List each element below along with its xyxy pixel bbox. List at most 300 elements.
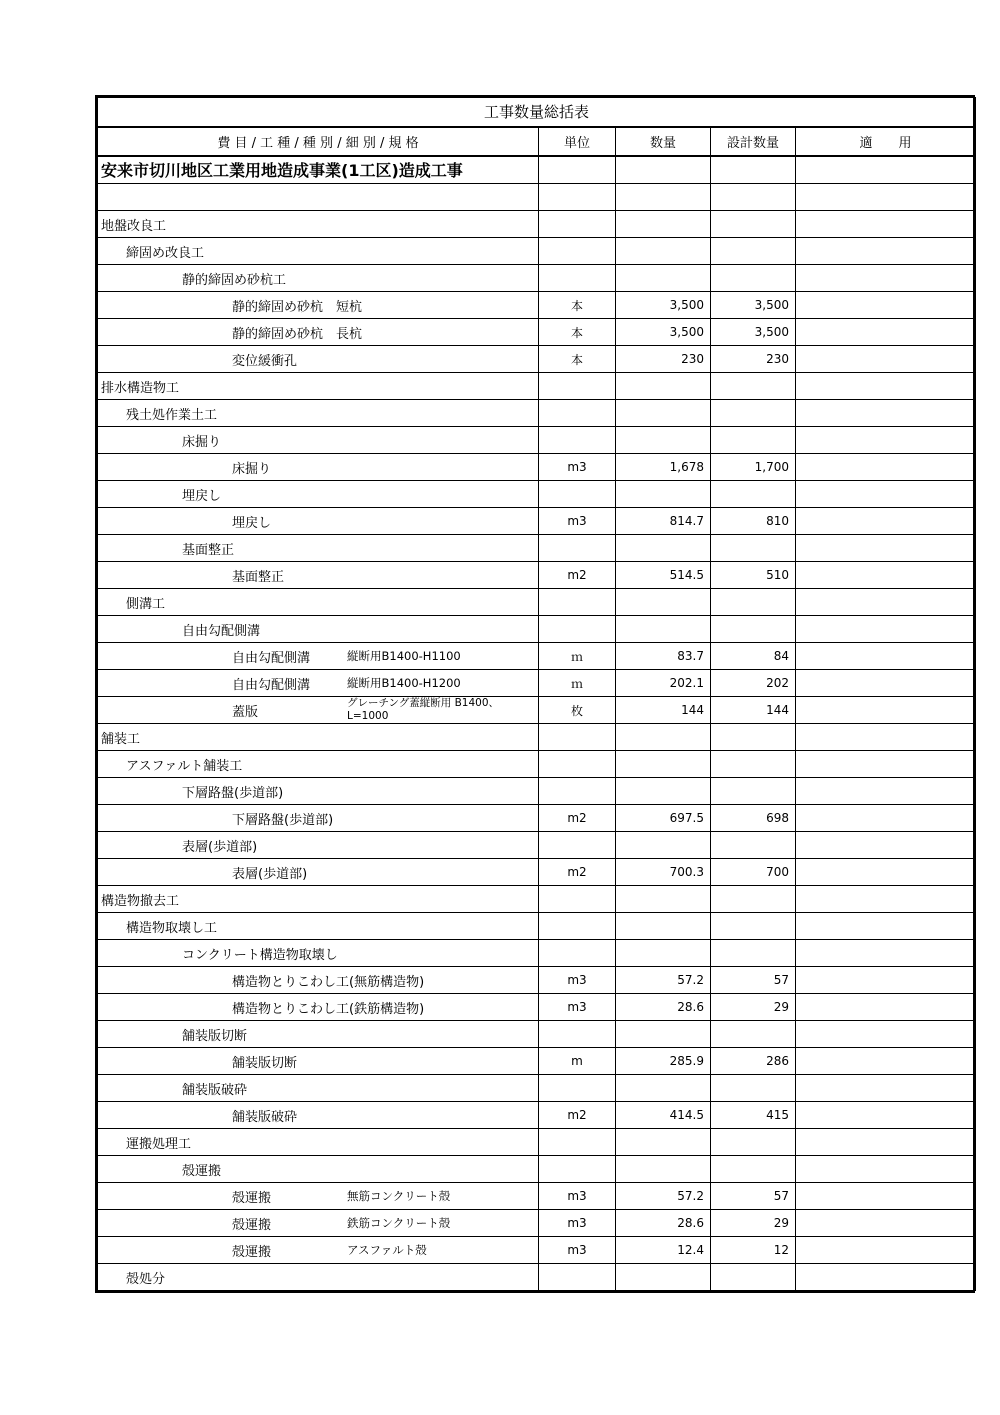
- item-name-cell: [98, 994, 539, 1021]
- table-row: [98, 400, 976, 427]
- quantity-cell: 28.6: [616, 994, 711, 1021]
- item-name-cell: [98, 778, 539, 805]
- design-quantity-cell: [711, 1129, 796, 1156]
- item-name-cell: [98, 940, 539, 967]
- design-quantity-cell: [711, 238, 796, 265]
- project-remarks: [796, 156, 976, 184]
- quantity-cell: [616, 589, 711, 616]
- unit-cell: [539, 265, 616, 292]
- unit-cell: [539, 724, 616, 751]
- quantity-cell: 700.3: [616, 859, 711, 886]
- item-name: コンクリート構造物取壊し: [182, 947, 338, 963]
- item-name: 基面整正: [182, 542, 235, 558]
- item-name: 舗装版切断: [232, 1055, 298, 1071]
- design-quantity-cell: [711, 535, 796, 562]
- item-name-cell: [98, 751, 539, 778]
- item-name-cell: [98, 508, 539, 535]
- table-row: [98, 508, 976, 535]
- item-name: アスファルト舗装工: [126, 758, 243, 774]
- quantity-cell: [616, 724, 711, 751]
- item-name: 蓋版: [232, 704, 259, 720]
- design-quantity-cell: [711, 616, 796, 643]
- table-row: [98, 1048, 976, 1075]
- remarks-cell: [796, 319, 976, 346]
- remarks-cell: [796, 562, 976, 589]
- quantity-cell: [616, 265, 711, 292]
- design-quantity-cell: [711, 1075, 796, 1102]
- design-quantity-cell: 415: [711, 1102, 796, 1129]
- item-name: 構造物取壊し工: [126, 920, 218, 936]
- item-name-cell: [98, 1156, 539, 1183]
- table-row: [98, 778, 976, 805]
- item-name-cell: [98, 535, 539, 562]
- design-quantity-cell: [711, 589, 796, 616]
- design-quantity-cell: [711, 886, 796, 913]
- unit-cell: [539, 1021, 616, 1048]
- quantity-cell: 514.5: [616, 562, 711, 589]
- item-name-cell: [98, 1102, 539, 1129]
- item-name-cell: [98, 400, 539, 427]
- design-quantity-cell: [711, 751, 796, 778]
- item-name-cell: [98, 805, 539, 832]
- unit-cell: 本: [539, 292, 616, 319]
- remarks-cell: [796, 643, 976, 670]
- unit-cell: ｍ: [539, 643, 616, 670]
- quantity-summary-sheet: [95, 95, 975, 1293]
- design-quantity-cell: [711, 724, 796, 751]
- item-name-cell: [98, 562, 539, 589]
- item-name-cell: [98, 589, 539, 616]
- table-row: [98, 535, 976, 562]
- table-row: [98, 1210, 976, 1237]
- remarks-cell: [796, 940, 976, 967]
- unit-cell: [539, 238, 616, 265]
- item-name: 床掘り: [182, 434, 222, 450]
- remarks-cell: [796, 481, 976, 508]
- remarks-cell: [796, 1156, 976, 1183]
- unit-cell: [539, 535, 616, 562]
- item-name: 自由勾配側溝: [232, 650, 311, 666]
- item-name: 表層(歩道部): [182, 839, 258, 855]
- table-row: [98, 994, 976, 1021]
- item-name: 静的締固め砂杭 長杭: [232, 326, 363, 342]
- project-unit: [539, 156, 616, 184]
- quantity-cell: [616, 913, 711, 940]
- quantity-cell: 3,500: [616, 319, 711, 346]
- quantity-cell: [616, 751, 711, 778]
- unit-cell: [539, 886, 616, 913]
- remarks-cell: [796, 1075, 976, 1102]
- item-name-cell: [98, 265, 539, 292]
- design-quantity-cell: 202: [711, 670, 796, 697]
- quantity-cell: [616, 400, 711, 427]
- item-name: 自由勾配側溝: [232, 677, 311, 693]
- item-name: 殻運搬: [232, 1217, 272, 1233]
- remarks-cell: [796, 211, 976, 238]
- remarks-cell: [796, 886, 976, 913]
- item-name-cell: [98, 184, 539, 211]
- item-name-cell: [98, 913, 539, 940]
- design-quantity-cell: 3,500: [711, 319, 796, 346]
- item-name-cell: [98, 670, 539, 697]
- design-quantity-cell: 12: [711, 1237, 796, 1264]
- design-quantity-cell: 810: [711, 508, 796, 535]
- item-name-cell: [98, 724, 539, 751]
- unit-cell: [539, 481, 616, 508]
- unit-cell: [539, 589, 616, 616]
- table-row: [98, 670, 976, 697]
- design-quantity-cell: [711, 940, 796, 967]
- item-name: 舗装版破砕: [232, 1109, 298, 1125]
- table-row: [98, 1156, 976, 1183]
- unit-cell: m2: [539, 805, 616, 832]
- quantity-cell: 144: [616, 697, 711, 724]
- remarks-cell: [796, 994, 976, 1021]
- remarks-cell: [796, 535, 976, 562]
- table-row: [98, 805, 976, 832]
- item-name: 静的締固め砂杭 短杭: [232, 299, 363, 315]
- unit-cell: [539, 913, 616, 940]
- quantity-cell: [616, 1021, 711, 1048]
- table-row: [98, 481, 976, 508]
- table-row: [98, 886, 976, 913]
- remarks-cell: [796, 724, 976, 751]
- design-quantity-cell: [711, 427, 796, 454]
- unit-cell: [539, 211, 616, 238]
- design-quantity-cell: 29: [711, 994, 796, 1021]
- table-row: [98, 589, 976, 616]
- design-quantity-cell: [711, 400, 796, 427]
- quantity-cell: 83.7: [616, 643, 711, 670]
- unit-cell: m2: [539, 859, 616, 886]
- item-name-cell: [98, 1021, 539, 1048]
- item-name-cell: [98, 1183, 539, 1210]
- quantity-cell: [616, 616, 711, 643]
- unit-cell: m3: [539, 1237, 616, 1264]
- quantity-cell: [616, 886, 711, 913]
- header-row: [98, 127, 976, 156]
- item-name: 構造物とりこわし工(鉄筋構造物): [232, 1001, 425, 1017]
- unit-cell: [539, 400, 616, 427]
- design-quantity-cell: 57: [711, 967, 796, 994]
- item-name-cell: [98, 1210, 539, 1237]
- item-name-cell: [98, 967, 539, 994]
- table-row: [98, 697, 976, 724]
- item-name-cell: [98, 697, 539, 724]
- remarks-cell: [796, 1210, 976, 1237]
- unit-cell: [539, 832, 616, 859]
- unit-cell: 枚: [539, 697, 616, 724]
- design-quantity-cell: 286: [711, 1048, 796, 1075]
- quantity-cell: [616, 481, 711, 508]
- quantity-cell: [616, 427, 711, 454]
- quantity-cell: 697.5: [616, 805, 711, 832]
- header-quantity: 数量: [616, 127, 711, 156]
- remarks-cell: [796, 1237, 976, 1264]
- table-row: [98, 211, 976, 238]
- item-name: 運搬処理工: [126, 1136, 192, 1152]
- table-row: [98, 454, 976, 481]
- item-name-cell: [98, 643, 539, 670]
- remarks-cell: [796, 670, 976, 697]
- design-quantity-cell: [711, 184, 796, 211]
- table-row: [98, 1021, 976, 1048]
- unit-cell: [539, 1075, 616, 1102]
- remarks-cell: [796, 589, 976, 616]
- design-quantity-cell: [711, 1156, 796, 1183]
- header-design-quantity: 設計数量: [711, 127, 796, 156]
- item-name: 地盤改良工: [101, 218, 167, 234]
- quantity-cell: 285.9: [616, 1048, 711, 1075]
- item-name-cell: [98, 616, 539, 643]
- design-quantity-cell: [711, 1264, 796, 1291]
- project-name: 安来市切川地区工業用地造成事業(1工区)造成工事: [98, 156, 539, 184]
- item-name: 側溝工: [126, 596, 166, 612]
- item-name: 自由勾配側溝: [182, 623, 261, 639]
- project-design: [711, 156, 796, 184]
- item-name: 殻運搬: [232, 1190, 272, 1206]
- unit-cell: [539, 751, 616, 778]
- table-row: [98, 184, 976, 211]
- item-spec: グレーチング蓋縦断用 B1400、L=1000: [347, 697, 500, 722]
- remarks-cell: [796, 805, 976, 832]
- quantity-cell: 57.2: [616, 1183, 711, 1210]
- item-name: 床掘り: [232, 461, 272, 477]
- design-quantity-cell: [711, 913, 796, 940]
- quantity-cell: [616, 778, 711, 805]
- table-row: [98, 940, 976, 967]
- item-name-cell: [98, 373, 539, 400]
- table-row: [98, 292, 976, 319]
- title-row: [98, 98, 976, 127]
- quantity-cell: 414.5: [616, 1102, 711, 1129]
- table-row: [98, 1264, 976, 1291]
- unit-cell: m: [539, 1048, 616, 1075]
- item-name: 下層路盤(歩道部): [182, 785, 284, 801]
- item-name-cell: [98, 1237, 539, 1264]
- design-quantity-cell: 29: [711, 1210, 796, 1237]
- table-row: [98, 1237, 976, 1264]
- design-quantity-cell: 230: [711, 346, 796, 373]
- remarks-cell: [796, 1183, 976, 1210]
- design-quantity-cell: 700: [711, 859, 796, 886]
- table-row: [98, 913, 976, 940]
- item-name-cell: [98, 886, 539, 913]
- item-name-cell: [98, 211, 539, 238]
- table-row: [98, 616, 976, 643]
- quantity-cell: [616, 238, 711, 265]
- item-spec: 縦断用B1400-H1100: [347, 649, 461, 663]
- unit-cell: [539, 427, 616, 454]
- table-row: [98, 859, 976, 886]
- quantity-cell: 12.4: [616, 1237, 711, 1264]
- design-quantity-cell: 1,700: [711, 454, 796, 481]
- unit-cell: m3: [539, 994, 616, 1021]
- remarks-cell: [796, 1102, 976, 1129]
- unit-cell: [539, 1264, 616, 1291]
- item-name: 殻運搬: [182, 1163, 222, 1179]
- remarks-cell: [796, 265, 976, 292]
- remarks-cell: [796, 1048, 976, 1075]
- item-name-cell: [98, 292, 539, 319]
- quantity-cell: 28.6: [616, 1210, 711, 1237]
- unit-cell: m2: [539, 1102, 616, 1129]
- item-name-cell: [98, 319, 539, 346]
- remarks-cell: [796, 1129, 976, 1156]
- remarks-cell: [796, 1264, 976, 1291]
- unit-cell: m3: [539, 967, 616, 994]
- quantity-cell: 814.7: [616, 508, 711, 535]
- remarks-cell: [796, 427, 976, 454]
- quantity-cell: 202.1: [616, 670, 711, 697]
- design-quantity-cell: 3,500: [711, 292, 796, 319]
- design-quantity-cell: 57: [711, 1183, 796, 1210]
- design-quantity-cell: 144: [711, 697, 796, 724]
- design-quantity-cell: [711, 211, 796, 238]
- item-name: 締固め改良工: [126, 245, 205, 261]
- quantity-cell: [616, 535, 711, 562]
- design-quantity-cell: 698: [711, 805, 796, 832]
- item-name-cell: [98, 1048, 539, 1075]
- remarks-cell: [796, 400, 976, 427]
- quantity-cell: 1,678: [616, 454, 711, 481]
- table-row: [98, 1129, 976, 1156]
- unit-cell: 本: [539, 319, 616, 346]
- quantity-cell: 3,500: [616, 292, 711, 319]
- quantity-cell: [616, 184, 711, 211]
- item-name-cell: [98, 1264, 539, 1291]
- remarks-cell: [796, 967, 976, 994]
- table-row: [98, 1183, 976, 1210]
- unit-cell: ｍ: [539, 670, 616, 697]
- table-row: [98, 373, 976, 400]
- header-item: 費 目 / 工 種 / 種 別 / 細 別 / 規 格: [98, 127, 539, 156]
- item-name: 舗装工: [101, 731, 141, 747]
- remarks-cell: [796, 616, 976, 643]
- remarks-cell: [796, 778, 976, 805]
- header-remarks: 適 用: [796, 127, 976, 156]
- unit-cell: [539, 1156, 616, 1183]
- item-name: 構造物撤去工: [101, 893, 180, 909]
- unit-cell: [539, 1129, 616, 1156]
- table-row: [98, 427, 976, 454]
- remarks-cell: [796, 184, 976, 211]
- quantity-cell: 57.2: [616, 967, 711, 994]
- item-name-cell: [98, 859, 539, 886]
- table-row: [98, 643, 976, 670]
- item-name-cell: [98, 346, 539, 373]
- remarks-cell: [796, 859, 976, 886]
- table-row: [98, 751, 976, 778]
- quantity-summary-table: [97, 97, 976, 1291]
- design-quantity-cell: [711, 778, 796, 805]
- unit-cell: [539, 373, 616, 400]
- item-spec: 鉄筋コンクリート殻: [347, 1216, 451, 1230]
- table-row: [98, 1102, 976, 1129]
- item-name-cell: [98, 427, 539, 454]
- design-quantity-cell: [711, 832, 796, 859]
- table-row: [98, 1075, 976, 1102]
- item-name: 殻運搬: [232, 1244, 272, 1260]
- quantity-cell: [616, 211, 711, 238]
- quantity-cell: [616, 373, 711, 400]
- unit-cell: [539, 184, 616, 211]
- design-quantity-cell: 510: [711, 562, 796, 589]
- table-row: [98, 319, 976, 346]
- item-name-cell: [98, 481, 539, 508]
- item-name: 埋戻し: [182, 488, 222, 504]
- table-row: [98, 562, 976, 589]
- table-row: [98, 967, 976, 994]
- item-name: 構造物とりこわし工(無筋構造物): [232, 974, 425, 990]
- item-name: 表層(歩道部): [232, 866, 308, 882]
- remarks-cell: [796, 373, 976, 400]
- item-name: 舗装版破砕: [182, 1082, 248, 1098]
- remarks-cell: [796, 292, 976, 319]
- table-row: [98, 724, 976, 751]
- design-quantity-cell: [711, 1021, 796, 1048]
- quantity-cell: [616, 940, 711, 967]
- item-name: 舗装版切断: [182, 1028, 248, 1044]
- remarks-cell: [796, 238, 976, 265]
- unit-cell: [539, 778, 616, 805]
- unit-cell: m3: [539, 454, 616, 481]
- item-name-cell: [98, 1129, 539, 1156]
- project-qty: [616, 156, 711, 184]
- unit-cell: m3: [539, 1210, 616, 1237]
- unit-cell: m3: [539, 508, 616, 535]
- quantity-cell: [616, 1075, 711, 1102]
- quantity-cell: [616, 1156, 711, 1183]
- table-row: [98, 238, 976, 265]
- item-name: 変位緩衝孔: [232, 353, 298, 369]
- design-quantity-cell: [711, 373, 796, 400]
- project-row: [98, 156, 976, 184]
- table-row: [98, 346, 976, 373]
- design-quantity-cell: 84: [711, 643, 796, 670]
- item-spec: アスファルト殻: [347, 1243, 427, 1257]
- remarks-cell: [796, 832, 976, 859]
- item-name-cell: [98, 454, 539, 481]
- item-name: 基面整正: [232, 569, 285, 585]
- header-unit: 単位: [539, 127, 616, 156]
- quantity-cell: [616, 1129, 711, 1156]
- remarks-cell: [796, 346, 976, 373]
- table-row: [98, 832, 976, 859]
- unit-cell: m2: [539, 562, 616, 589]
- item-name: 殻処分: [126, 1271, 166, 1287]
- remarks-cell: [796, 1021, 976, 1048]
- remarks-cell: [796, 751, 976, 778]
- item-name-cell: [98, 238, 539, 265]
- remarks-cell: [796, 697, 976, 724]
- quantity-cell: [616, 832, 711, 859]
- item-name: 排水構造物工: [101, 380, 180, 396]
- item-spec: 縦断用B1400-H1200: [347, 676, 461, 690]
- table-row: [98, 265, 976, 292]
- item-name: 埋戻し: [232, 515, 272, 531]
- design-quantity-cell: [711, 481, 796, 508]
- item-name-cell: [98, 832, 539, 859]
- remarks-cell: [796, 508, 976, 535]
- item-name: 下層路盤(歩道部): [232, 812, 334, 828]
- sheet-title: 工事数量総括表: [98, 98, 976, 127]
- item-name: 静的締固め砂杭工: [182, 272, 287, 288]
- item-spec: 無筋コンクリート殻: [347, 1189, 451, 1203]
- quantity-cell: 230: [616, 346, 711, 373]
- remarks-cell: [796, 454, 976, 481]
- design-quantity-cell: [711, 265, 796, 292]
